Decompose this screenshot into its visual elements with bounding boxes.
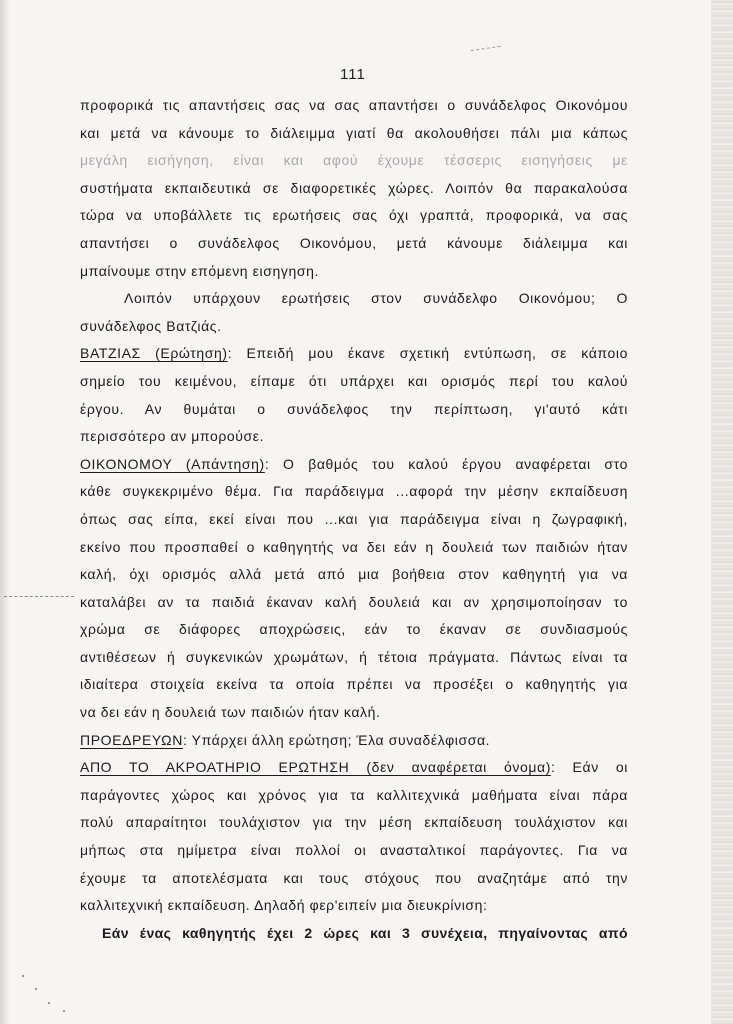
line-text: να δει εάν η δουλειά των παιδιών ήταν καλή. [80, 704, 381, 721]
line-text: καταλάβει αν τα παιδιά έκαναν καλή δουλειά και αν χρησιμοποίησαν το [80, 593, 628, 610]
speaker-label: ΒΑΤΖΙΑΣ (Ερώτηση) [80, 345, 228, 362]
scan-speck [22, 975, 24, 977]
text-line [80, 202, 628, 230]
line-text: πολύ απαραίτητοι τουλάχιστον για την μέση εκπαίδευση τουλάχιστον και [80, 814, 628, 831]
transcript-text [80, 92, 628, 947]
speaker-label: ΑΠΟ ΤΟ ΑΚΡΟΑΤΗΡΙΟ ΕΡΩΤΗΣΗ (δεν αναφέρεται όνομα) [80, 759, 551, 776]
line-text: : Επειδή μου έκανε σχετική εντύπωση, σε κάποιο [227, 345, 628, 362]
text-line [80, 175, 628, 203]
text-line [80, 451, 628, 479]
line-text: όπως σας είπα, εκεί είναι που ...και για παράδειγμα είναι η ζωγραφική, [80, 510, 628, 527]
text-line [80, 147, 628, 175]
text-line [80, 230, 628, 258]
line-text: χρώμα σε διάφορες αποχρώσεις, εάν το έκαναν σε συνδιασμούς [80, 621, 628, 638]
scan-speck [48, 1002, 50, 1004]
text-line [80, 920, 628, 948]
line-text: Λοιπόν υπάρχουν ερωτήσεις στον συνάδελφο Οικονόμου; Ο [124, 290, 628, 307]
text-line [80, 285, 628, 313]
line-text: ιδιαίτερα στοιχεία εκείνα τα οποία πρέπει να προσέξει ο καθηγητής για [80, 676, 628, 693]
line-text: καλή, όχι ορισμός αλλά μετά από μια βοήθεια στον καθηγητή για να [80, 566, 628, 583]
scan-speck [35, 988, 37, 990]
speaker-label: ΟΙΚΟΝΟΜΟΥ (Απάντηση) [80, 455, 265, 472]
margin-dash-mark [4, 596, 74, 598]
line-text: σημείο του κειμένου, είπαμε ότι υπάρχει και ορισμός περί του καλού [80, 372, 628, 389]
text-line [80, 616, 628, 644]
line-text: αντιθέσεων ή συγκενικών χρωμάτων, ή τέτοια πράγματα. Πάντως είναι τα [80, 648, 628, 665]
text-line [80, 865, 628, 893]
text-line [80, 561, 628, 589]
line-text: τώρα να υποβάλλετε τις ερωτήσεις σας όχι γραπτά, προφορικά, να σας [80, 207, 628, 224]
line-text: έργου. Αν θυμάται ο συνάδελφος την περίπτωση, γι'αυτό κάτι [80, 400, 628, 417]
line-text: προφορικά τις απαντήσεις σας να σας απαντήσει ο συνάδελφος Οικονόμου [80, 97, 628, 113]
line-text: κάθε συγκεκριμένο θέμα. Για παράδειγμα ...αφορά την μέσην εκπαίδευση [80, 483, 628, 500]
line-text: έχουμε τα αποτελέσματα και τους στόχους που αναζητάμε από την [80, 869, 628, 886]
line-text: απαντήσει ο συνάδελφος Οικονόμου, μετά κάνουμε διάλειμμα και [80, 234, 628, 251]
text-line [80, 589, 628, 617]
text-line [80, 92, 628, 120]
line-text: συστήματα εκπαιδευτικά σε διαφορετικές χώρες. Λοιπόν θα παρακαλούσα [80, 179, 628, 196]
text-line [80, 534, 628, 562]
line-text: μεγάλη εισήγηση, είναι και αφού έχουμε τέσσερις εισηγήσεις με [80, 152, 628, 169]
pen-mark [469, 36, 500, 51]
line-text: : Ο βαθμός του καλού έργου αναφέρεται στο [264, 455, 628, 472]
text-line [80, 506, 628, 534]
page-left-edge [0, 0, 10, 1024]
line-text: και μετά να κάνουμε το διάλειμμα γιατί θα ακολουθήσει πάλι μια κάπως [80, 124, 628, 141]
text-line [80, 699, 628, 727]
text-line [80, 368, 628, 396]
text-line [80, 423, 628, 451]
line-text: εκείνο που προσπαθεί ο καθηγητής να δει εάν η δουλειά των παιδιών ήταν [80, 538, 628, 555]
text-line [80, 120, 628, 148]
line-text: συνάδελφος Βατζιάς. [80, 317, 222, 334]
page-number: 111 [340, 66, 366, 83]
text-line [80, 313, 628, 341]
line-text: Εάν ένας καθηγητής έχει 2 ώρες και 3 συνέχεια, πηγαίνοντας από [102, 924, 628, 941]
text-line [80, 892, 628, 920]
page-right-edge [711, 0, 733, 1024]
text-line [80, 809, 628, 837]
line-text: : Υπάρχει άλλη ερώτηση; Έλα συναδέλφισσα. [182, 731, 491, 748]
line-text: περισσότερο αν μπορούσε. [80, 428, 265, 445]
text-line [80, 644, 628, 672]
text-line [80, 340, 628, 368]
line-text: καλλιτεχνική εκπαίδευση. Δηλαδή φερ'ειπείν μια διευκρίνιση: [80, 897, 488, 914]
text-line [80, 782, 628, 810]
text-line [80, 727, 628, 755]
text-line [80, 837, 628, 865]
text-line [80, 754, 628, 782]
text-line [80, 396, 628, 424]
line-text: : Εάν οι [550, 759, 628, 776]
text-line [80, 671, 628, 699]
text-line [80, 258, 628, 286]
line-text: μπαίνουμε στην επόμενη εισηγηση. [80, 262, 319, 279]
text-line [80, 478, 628, 506]
speaker-label: ΠΡΟΕΔΡΕΥΩΝ [80, 731, 183, 748]
scan-speck [63, 1010, 65, 1012]
line-text: παράγοντες χώρος και χρόνος για τα καλλιτεχνικά μαθήματα είναι πάρα [80, 786, 628, 803]
line-text: μήπως στα ημίμετρα είναι πολλοί οι ανασταλτικοί παράγοντες. Για να [80, 842, 628, 859]
